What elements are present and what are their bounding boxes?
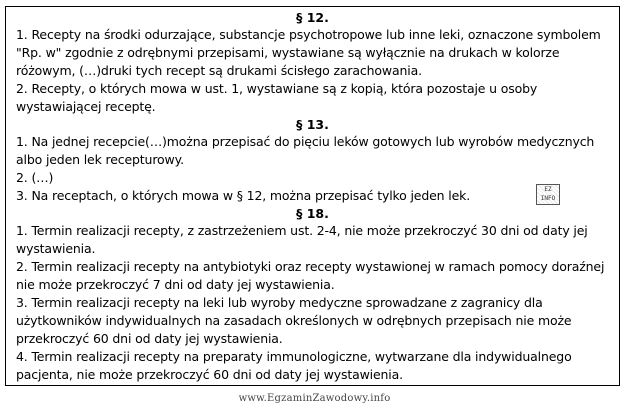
section-18-paragraph-3: 3. Termin realizacji recepty na leki lub wyroby medyczne sprowadzane z zagranicy dla użytkowników indywidualnych na zasadach określonych w odrębnych przepisach nie może przekroczyć 60 dni od daty jej wystawienia.: [16, 295, 572, 346]
regulation-excerpt-box: [5, 6, 620, 386]
stamp-line-2: INFO: [540, 195, 556, 202]
section-18-paragraph-2: 2. Termin realizacji recepty na antybiotyki oraz recepty wystawionej w ramach pomocy doraźnej nie może przekroczyć 7 dni od daty jej wystawienia.: [16, 259, 605, 292]
section-18-paragraph-1: 1. Termin realizacji recepty, z zastrzeżeniem ust. 2-4, nie może przekroczyć 30 dni od daty jej wystawienia.: [16, 223, 588, 256]
section-heading-13: § 13.: [296, 117, 329, 132]
ez-info-stamp-icon: [536, 184, 560, 205]
section-13-paragraph-2: 2. (…): [16, 170, 54, 185]
section-12-paragraph-2: 2. Recepty, o których mowa w ust. 1, wystawiane są z kopią, która pozostaje u osoby wystawiającej receptę.: [16, 81, 538, 114]
section-12-paragraph-1: 1. Recepty na środki odurzające, substancje psychotropowe lub inne leki, oznaczone symbolem "Rp. w" zgodnie z odrębnymi przepisami, wystawiane są wyłącznie na drukach w kolorze różowym, (…)druki tych recept są drukami ścisłego zarachowania.: [16, 27, 601, 78]
stamp-line-1: EZ: [544, 186, 552, 193]
section-13-paragraph-3: 3. Na receptach, o których mowa w § 12, można przepisać tylko jeden lek.: [16, 188, 471, 203]
source-watermark: www.EgzaminZawodowy.info: [238, 393, 391, 404]
section-13-paragraph-1: 1. Na jednej recepcie(…)można przepisać do pięciu leków gotowych lub wyrobów medycznych albo jeden lek recepturowy.: [16, 134, 595, 167]
section-heading-18: § 18.: [296, 206, 329, 221]
section-heading-12: § 12.: [296, 10, 329, 25]
section-18-paragraph-4: 4. Termin realizacji recepty na preparaty immunologiczne, wytwarzane dla indywidualnego pacjenta, nie może przekroczyć 60 dni od daty jej wystawienia.: [16, 349, 572, 382]
